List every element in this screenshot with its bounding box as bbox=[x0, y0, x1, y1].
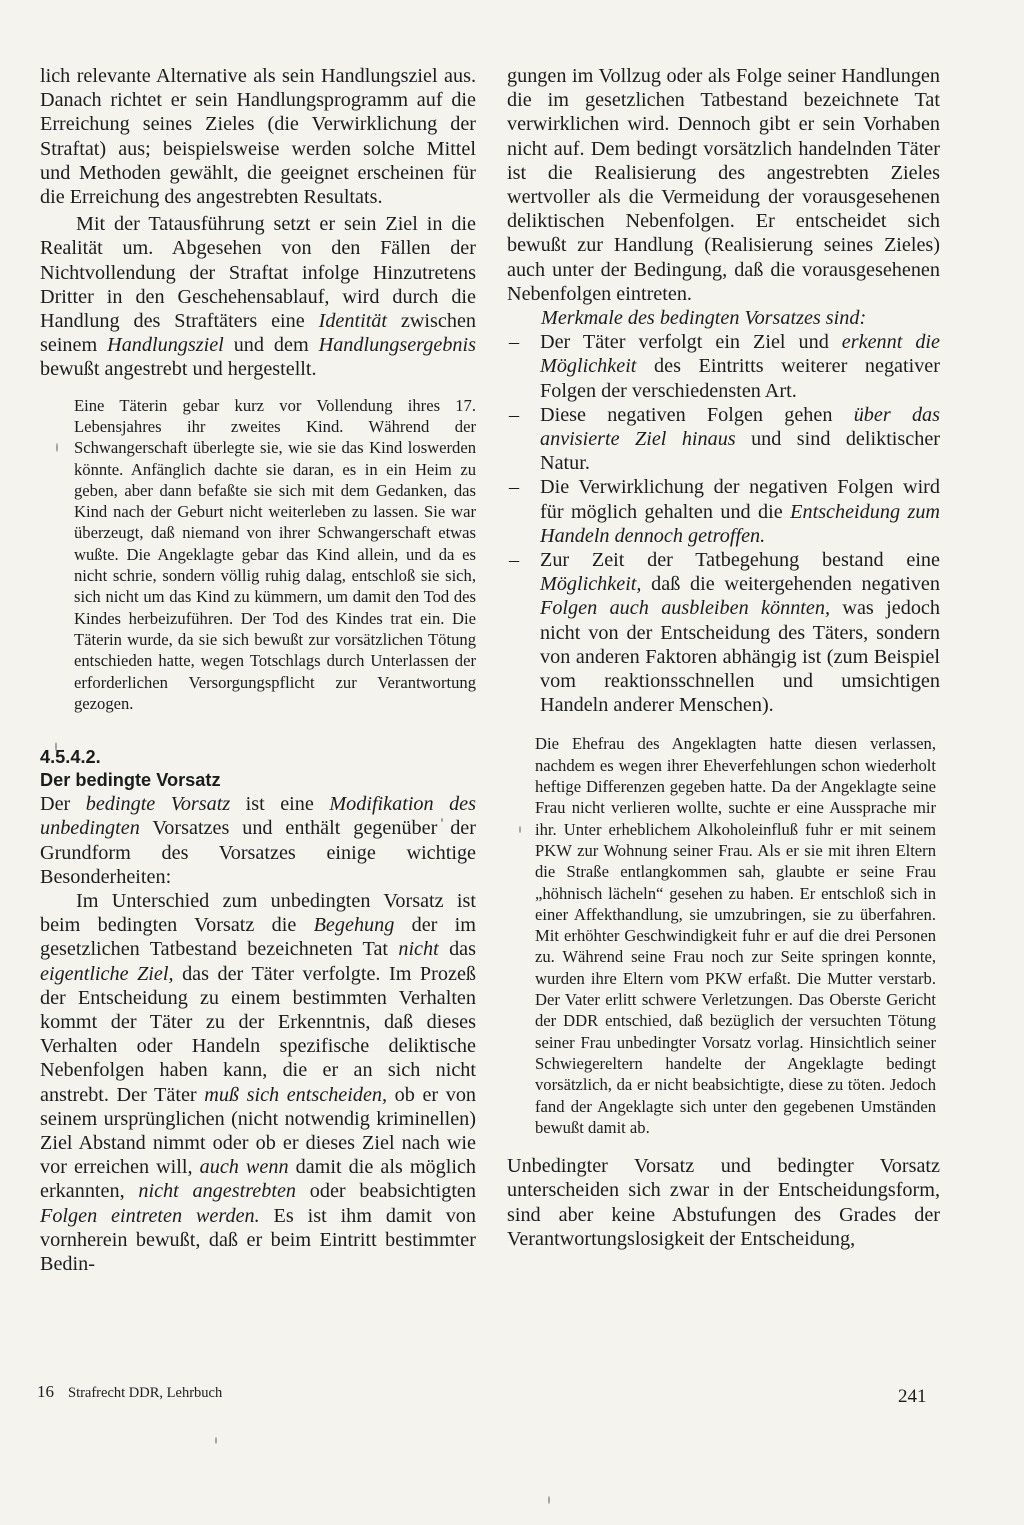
scan-speck bbox=[519, 826, 521, 833]
case-example: Eine Täterin gebar kurz vor Vollendung ihres 17. Lebensjahres ihr zweites Kind. Während der Schwangerschaft überlegte sie, wie sie das Kind loswerden könnte. Anfänglich dachte sie daran, es in ein Heim zu geben, aber dann befaßte sie sich mit dem Gedanken, das Kind nach der Geburt nicht weiterleben zu lassen. Sie war überzeugt, daß niemand von ihrer Schwangerschaft etwas wußte. Die Angeklagte gebar das Kind allein, und da es nicht schrie, sondern völlig ruhig dalag, entschloß sie sich, sich nicht um das Kind zu kümmern, um damit den Tod des Kindes herbeizuführen. Der Tod des Kindes trat ein. Die Täterin wurde, da sie sich bewußt zur vorsätzlichen Tötung entschieden hatte, wegen Totschlags durch Unterlassen der erforderlichen Versorgungspflicht zur Verantwortung gezogen. bbox=[74, 395, 476, 713]
right-column bbox=[507, 64, 940, 1251]
scan-speck bbox=[55, 742, 57, 751]
scan-speck bbox=[441, 818, 443, 822]
scan-speck bbox=[215, 1437, 217, 1444]
left-column bbox=[40, 64, 476, 1276]
section-number: 4.5.4.2. bbox=[40, 747, 101, 768]
list-item: – Zur Zeit der Tatbegehung bestand eine Möglichkeit, daß die weitergehenden negativen Folgen auch ausbleiben könnten, was jedoch nicht von der Entscheidung des Täters, sondern von anderen Faktoren abhängig ist (zum Beispiel vom reaktionsschnellen und umsichtigen Handeln anderer Menschen). bbox=[509, 549, 940, 717]
paragraph: Unbedingter Vorsatz und bedingter Vorsatz unterscheiden sich zwar in der Entscheidungsform, sind aber keine Abstufungen des Grades der Verantwortungslosigkeit der Entscheidung, bbox=[507, 1155, 940, 1250]
scan-speck bbox=[56, 443, 58, 452]
list-item: – Die Verwirklichung der negativen Folgen wird für möglich gehalten und die Entscheidung zum Handeln dennoch getroffen. bbox=[509, 476, 940, 547]
paragraph: lich relevante Alternative als sein Handlungsziel aus. Danach richtet er sein Handlungsprogramm auf die Erreichung seines Zieles (die Verwirklichung der Straftat) aus; beispielsweise werden solche Mittel und Methoden gewählt, die geeignet erscheinen für die Erreichung des angestrebten Resultats. bbox=[40, 65, 476, 209]
paragraph: Im Unterschied zum unbedingten Vorsatz ist beim bedingten Vorsatz die Begehung der im gesetzlichen Tatbestand bezeichneten Tat nicht das eigentliche Ziel, das der Täter verfolgte. Im Prozeß der Entscheidung zu einem bestimmten Verhalten kommt der Täter zu der Erkenntnis, daß dieses Verhalten oder Handeln spezifische deliktische Nebenfolgen haben kann, die er an sich nicht anstrebt. Der Täter muß sich entscheiden, ob er von seinem ursprünglichen (nicht notwendig kriminellen) Ziel Abstand nimmt oder ob er dieses Ziel nach wie vor erreichen will, auch wenn damit die als möglich erkannten, nicht angestrebten oder beabsichtigten Folgen eintreten werden. Es ist ihm damit von vornherein bewußt, daß er beim Eintritt bestimmter Bedin- bbox=[40, 889, 477, 1275]
section-title: Der bedingte Vorsatz bbox=[40, 770, 221, 791]
paragraph: gungen im Vollzug oder als Folge seiner Handlungen die im gesetzlichen Tatbestand bezeichnete Tat verwirklichen wird. Dennoch gibt er sein Vorhaben nicht auf. Dem bedingt vorsätzlich handelnden Täter ist die Realisierung des angestrebten Zieles wertvoller als die Vermeidung der vorausgesehenen deliktischen Nebenfolgen. Er entscheidet sich bewußt zur Handlung (Realisierung seines Zieles) auch unter der Bedingung, daß die vorausgesehenen Nebenfolgen eintreten. bbox=[507, 65, 940, 305]
page-number: 241 bbox=[898, 1386, 927, 1407]
dash-bullet: – bbox=[509, 331, 520, 354]
dash-bullet: – bbox=[509, 476, 520, 499]
dash-bullet: – bbox=[509, 549, 520, 572]
list-item: – Der Täter verfolgt ein Ziel und erkennt die Möglichkeit des Eintritts weiterer negativer Folgen der verschiedensten Art. bbox=[509, 331, 940, 402]
dash-bullet: – bbox=[509, 403, 520, 426]
case-example: Die Ehefrau des Angeklagten hatte diesen verlassen, nachdem es wegen ihrer Eheverfehlungen schon wiederholt heftige Differenzen gegeben hatte. Da der Angeklagte seine Frau nicht verlieren wollte, suchte er eine Aussprache mir ihr. Unter erheblichem Alkoholeinfluß fuhr er mit seinem PKW zur Wohnung seiner Frau. Als er sie mit ihren Eltern die Straße entlangkommen sah, glaubte er seine Frau „höhnisch lächeln“ gesehen zu haben. Er entschloß sich in einer Affekthandlung, sie umzubringen, sie zu überfahren. Mit erhöhter Geschwindigkeit fuhr er auf die drei Personen zu. Während seine Frau noch zur Seite springen konnte, wurden ihre Eltern vom PKW erfaßt. Die Mutter verstarb. Der Vater erlitt schwere Verletzungen. Das Oberste Gericht der DDR entschied, daß bezüglich der versuchten Tötung seiner Frau unbedingter Vorsatz vorlag. Hinsichtlich seiner Schwiegereltern handelte der Angeklagte bedingt vorsätzlich, da er nicht beabsichtigte, diese zu töten. Jedoch fand der Angeklagte sich unter den gegebenen Umständen bewußt damit ab. bbox=[535, 734, 936, 1137]
sheet-number: 16 bbox=[37, 1382, 54, 1401]
list-intro: Merkmale des bedingten Vorsatzes sind: bbox=[541, 307, 867, 330]
feature-list bbox=[507, 330, 940, 717]
source-title: Strafrecht DDR, Lehrbuch bbox=[68, 1385, 223, 1401]
list-item: – Diese negativen Folgen gehen über das anvisierte Ziel hinaus und sind deliktischer Natur. bbox=[509, 403, 940, 475]
paragraph: Der bedingte Vorsatz ist eine Modifikation des unbedingten Vorsatzes und enthält gegenüber der Grundform des Vorsatzes einige wichtige Besonderheiten: bbox=[40, 793, 477, 888]
scan-speck bbox=[548, 1496, 550, 1504]
footer-source bbox=[37, 1382, 222, 1402]
paragraph: Mit der Tatausführung setzt er sein Ziel in die Realität um. Abgesehen von den Fällen der Nichtvollendung der Straftat infolge Hinzutretens Dritter in den Geschehensablauf, wird durch die Handlung des Straftäters eine Identität zwischen seinem Handlungsziel und dem Handlungsergebnis bewußt angestrebt und hergestellt. bbox=[40, 213, 476, 381]
